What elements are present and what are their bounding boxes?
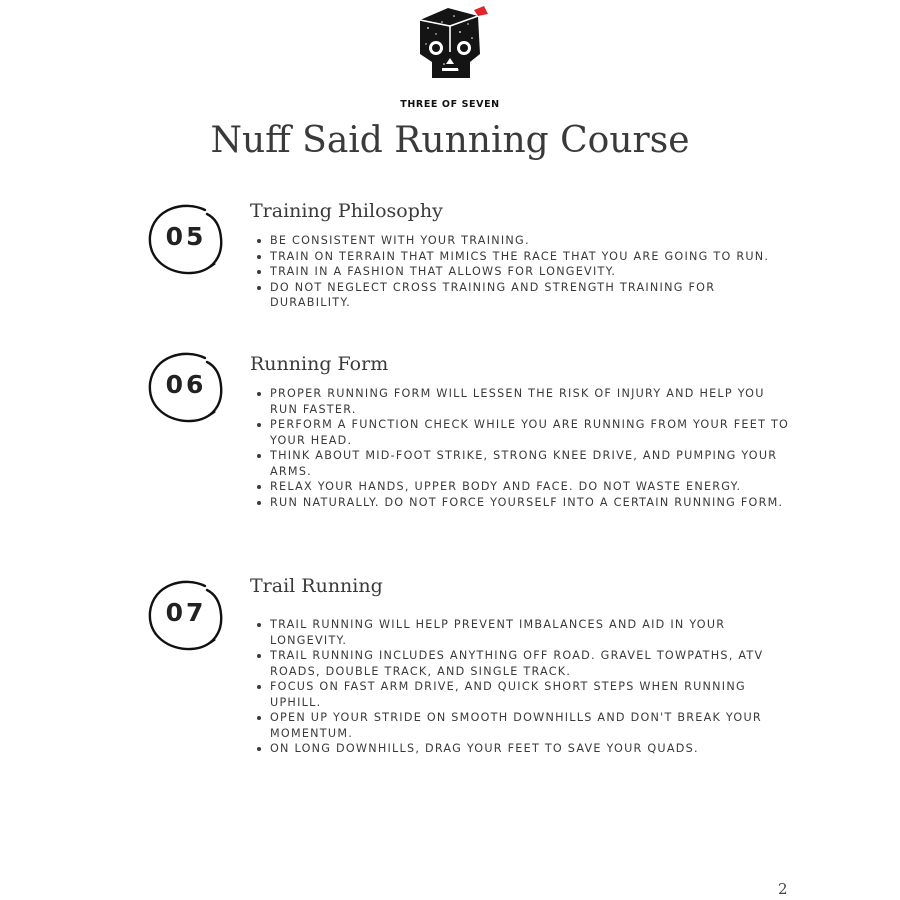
list-item: DO NOT NEGLECT CROSS TRAINING AND STRENGTH TRAINING FOR DURABILITY. [254, 280, 794, 311]
list-item: TRAIN ON TERRAIN THAT MIMICS THE RACE THAT YOU ARE GOING TO RUN. [254, 249, 794, 265]
list-item: RUN NATURALLY. DO NOT FORCE YOURSELF INTO A CERTAIN RUNNING FORM. [254, 495, 794, 511]
logo-text: THREE OF SEVEN [400, 99, 500, 110]
section-number: 05 [165, 222, 207, 251]
section-heading: Trail Running [250, 575, 383, 597]
page-number: 2 [778, 880, 788, 898]
bullet-list [254, 233, 794, 311]
page-title: Nuff Said Running Course [210, 120, 690, 161]
section-number-badge [145, 202, 227, 278]
logo [398, 4, 502, 112]
section-heading: Running Form [250, 353, 389, 375]
list-item: THINK ABOUT MID-FOOT STRIKE, STRONG KNEE DRIVE, AND PUMPING YOUR ARMS. [254, 448, 794, 479]
section-number-badge [145, 350, 227, 426]
list-item: TRAIN IN A FASHION THAT ALLOWS FOR LONGEVITY. [254, 264, 794, 280]
list-item: FOCUS ON FAST ARM DRIVE, AND QUICK SHORT STEPS WHEN RUNNING UPHILL. [254, 679, 794, 710]
bullet-list [254, 617, 794, 757]
list-item: PERFORM A FUNCTION CHECK WHILE YOU ARE RUNNING FROM YOUR FEET TO YOUR HEAD. [254, 417, 794, 448]
list-item: PROPER RUNNING FORM WILL LESSEN THE RISK OF INJURY AND HELP YOU RUN FASTER. [254, 386, 794, 417]
list-item: TRAIL RUNNING WILL HELP PREVENT IMBALANCES AND AID IN YOUR LONGEVITY. [254, 617, 794, 648]
section-number: 07 [165, 598, 207, 627]
section-number: 06 [165, 370, 207, 399]
list-item: OPEN UP YOUR STRIDE ON SMOOTH DOWNHILLS AND DON'T BREAK YOUR MOMENTUM. [254, 710, 794, 741]
list-item: ON LONG DOWNHILLS, DRAG YOUR FEET TO SAVE YOUR QUADS. [254, 741, 794, 757]
list-item: BE CONSISTENT WITH YOUR TRAINING. [254, 233, 794, 249]
bullet-list [254, 386, 794, 510]
section-heading: Training Philosophy [250, 200, 443, 222]
list-item: RELAX YOUR HANDS, UPPER BODY AND FACE. DO NOT WASTE ENERGY. [254, 479, 794, 495]
list-item: TRAIL RUNNING INCLUDES ANYTHING OFF ROAD. GRAVEL TOWPATHS, ATV ROADS, DOUBLE TRACK, AND SINGLE TRACK. [254, 648, 794, 679]
section-number-badge [145, 578, 227, 654]
skull-cube-icon [414, 4, 488, 96]
